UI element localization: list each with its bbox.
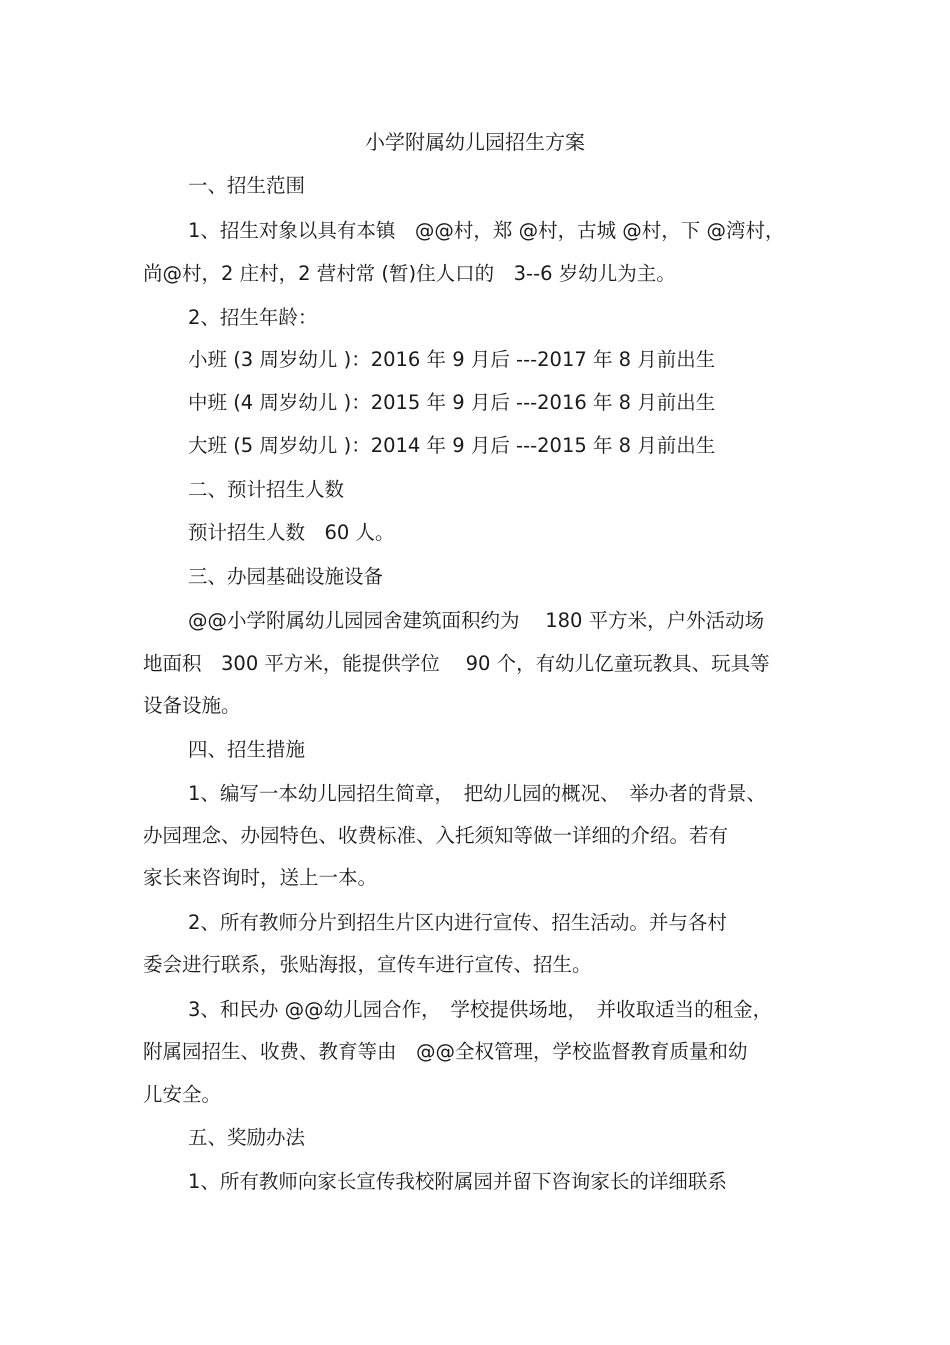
paragraph-line: 2、所有教师分片到招生片区内进行宣传、招生活动。并与各村	[188, 911, 727, 934]
section-heading-5: 五、奖励办法	[188, 1126, 306, 1149]
paragraph-line: 委会进行联系，张贴海报，宣传车进行宣传、招生。	[143, 953, 592, 976]
paragraph-line: @@小学附属幼儿园园舍建筑面积约为 180 平方米，户外活动场	[188, 609, 765, 632]
paragraph-line: 1、招生对象以具有本镇 @@村，郑 @村，古城 @村，下 @湾村，	[188, 219, 785, 242]
section-heading-4: 四、招生措施	[188, 738, 306, 761]
paragraph-line: 地面积 300 平方米，能提供学位 90 个，有幼儿亿童玩教具、玩具等	[143, 652, 770, 675]
paragraph-line: 预计招生人数 60 人。	[188, 521, 395, 544]
paragraph-line: 中班 (4 周岁幼儿 )：2015 年 9 月后 ---2016 年 8 月前出生	[188, 391, 716, 414]
paragraph-line: 尚@村，2 庄村，2 营村常 (暂)住人口的 3--6 岁幼儿为主。	[143, 262, 676, 285]
section-heading-3: 三、办园基础设施设备	[188, 565, 384, 588]
paragraph-line: 大班 (5 周岁幼儿 )：2014 年 9 月后 ---2015 年 8 月前出生	[188, 434, 716, 457]
section-heading-2: 二、预计招生人数	[188, 478, 345, 501]
paragraph-line: 家长来咨询时，送上一本。	[143, 866, 378, 889]
paragraph-line: 1、编写一本幼儿园招生简章， 把幼儿园的概况、 举办者的背景、	[188, 782, 766, 805]
paragraph-line: 小班 (3 周岁幼儿 )：2016 年 9 月后 ---2017 年 8 月前出生	[188, 348, 716, 371]
paragraph-line: 办园理念、办园特色、收费标准、入托须知等做一详细的介绍。若有	[143, 824, 729, 847]
paragraph-line: 2、招生年龄：	[188, 306, 318, 329]
paragraph-line: 设备设施。	[143, 694, 241, 717]
document-title: 小学附属幼儿园招生方案	[365, 130, 585, 154]
paragraph-line: 附属园招生、收费、教育等由 @@全权管理，学校监督教育质量和幼	[143, 1040, 748, 1063]
paragraph-line: 3、和民办 @@幼儿园合作， 学校提供场地， 并收取适当的租金，	[188, 998, 773, 1021]
paragraph-line: 1、所有教师向家长宣传我校附属园并留下咨询家长的详细联系	[188, 1170, 727, 1193]
paragraph-line: 儿安全。	[143, 1083, 222, 1106]
section-heading-1: 一、招生范围	[188, 174, 306, 197]
